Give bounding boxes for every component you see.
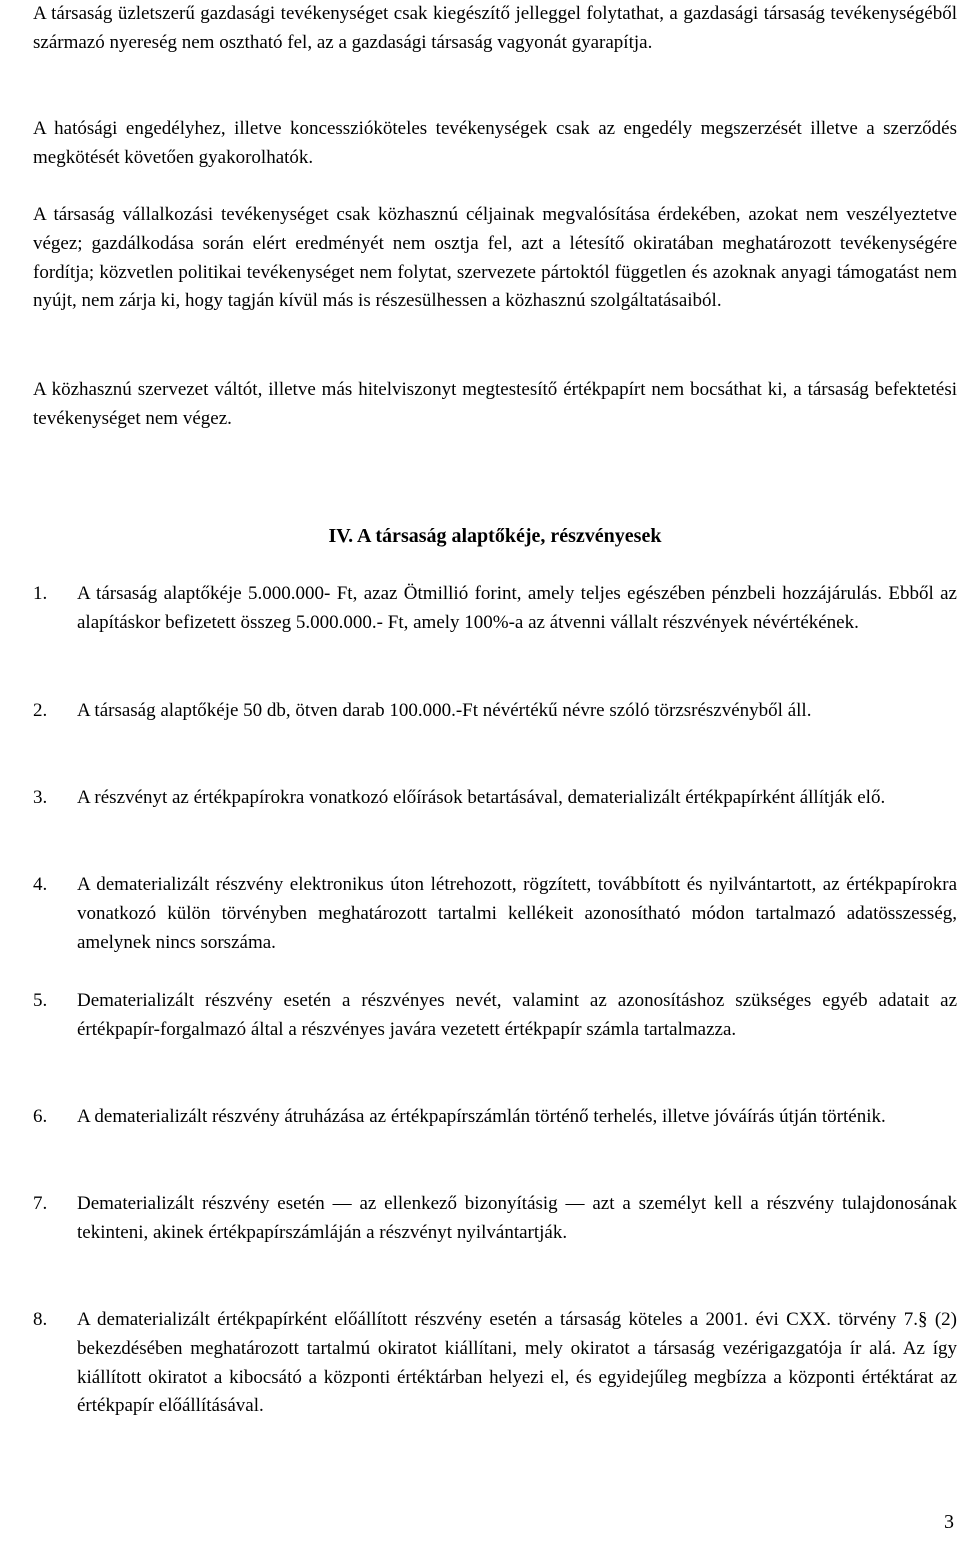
- list-item-number: 4.: [33, 874, 48, 895]
- list-item: [33, 1190, 957, 1248]
- list-item-text: Dematerializált részvény esetén a részvényes nevét, valamint az azonosításhoz szükséges egyéb adatait az értékpapír-forgalmazó által a részvényes javára vezetett értékpapír számla tartalmazza.: [77, 990, 957, 1040]
- list-item: [33, 1306, 957, 1421]
- list-item: [33, 871, 957, 957]
- list-item-number: 2.: [33, 700, 48, 721]
- list-item: [33, 784, 957, 813]
- paragraph-licensed-activities: A hatósági engedélyhez, illetve koncesszióköteles tevékenységek csak az engedély megszerzését illetve a szerződés megkötését követően gyakorolhatók.: [33, 118, 957, 168]
- section-title: IV. A társaság alaptőkéje, részvényesek: [328, 525, 662, 547]
- list-item-number: 7.: [33, 1193, 48, 1214]
- paragraph-securities-restriction: A közhasznú szervezet váltót, illetve más hitelviszonyt megtestesítő értékpapírt nem bocsáthat ki, a társaság befektetési tevékenységet nem végez.: [33, 379, 957, 429]
- list-item-text: A részvényt az értékpapírokra vonatkozó előírások betartásával, dematerializált értékpapírként állítják elő.: [77, 787, 886, 808]
- list-item: [33, 1103, 957, 1132]
- list-item: [33, 697, 957, 726]
- list-item-text: A dematerializált részvény átruházása az értékpapírszámlán történő terhelés, illetve jóváírás útján történik.: [77, 1106, 886, 1127]
- list-item-number: 6.: [33, 1106, 48, 1127]
- list-item: [33, 987, 957, 1045]
- list-item-text: A dematerializált részvény elektronikus úton létrehozott, rögzített, továbbított és nyilvántartott, az értékpapírokra vonatkozó külön törvényben meghatározott tartalmi kellékeit azonosítható módon tartalmazó adatösszesség, amelynek nincs sorszáma.: [77, 874, 957, 953]
- list-item-text: A társaság alaptőkéje 5.000.000- Ft, azaz Ötmillió forint, amely teljes egészében pénzbeli hozzájárulás. Ebből az alapításkor befizetett összeg 5.000.000.- Ft, amely 100%-a az átvenni vállalt részvények névértékének.: [77, 583, 957, 633]
- list-item-text: A társaság alaptőkéje 50 db, ötven darab 100.000.-Ft névértékű névre szóló törzsrészvényből áll.: [77, 700, 812, 721]
- page-number: 3: [944, 1511, 954, 1533]
- list-item-text: A dematerializált értékpapírként előállított részvény esetén a társaság köteles a 2001. évi CXX. törvény 7.§ (2) bekezdésében meghatározott tartalmú okiratot kiállítani, mely okiratot a társaság vezérigazgatója ír alá. Az így kiállított okiratot a kibocsátó a központi értéktárban helyezi el, és egyidejűleg megbízza a központi értéktárat az értékpapír előállításával.: [77, 1309, 957, 1417]
- list-item-number: 3.: [33, 787, 48, 808]
- list-item: [33, 580, 957, 638]
- list-item-text: Dematerializált részvény esetén — az ellenkező bizonyításig — azt a személyt kell a részvény tulajdonosának tekinteni, akinek értékpapírszámláján a részvényt nyilvántartják.: [77, 1193, 957, 1243]
- list-item-number: 1.: [33, 583, 48, 604]
- paragraph-enterprise-activity: A társaság vállalkozási tevékenységet csak közhasznú céljainak megvalósítása érdekében, azokat nem veszélyeztetve végez; gazdálkodása során elért eredményét nem osztja fel, azt a létesítő okiratában meghatározott tevékenységére fordítja; közvetlen politikai tevékenységet nem folytat, szervezete pártoktól független és azoknak anyagi támogatást nem nyújt, nem zárja ki, hogy tagján kívül más is részesülhessen a közhasznú szolgáltatásaiból.: [33, 204, 957, 312]
- paragraph-business-activity: A társaság üzletszerű gazdasági tevékenységet csak kiegészítő jelleggel folytathat, a gazdasági társaság tevékenységéből származó nyereség nem osztható fel, az a gazdasági társaság vagyonát gyarapítja.: [33, 3, 957, 53]
- list-item-number: 5.: [33, 990, 48, 1011]
- list-item-number: 8.: [33, 1309, 48, 1330]
